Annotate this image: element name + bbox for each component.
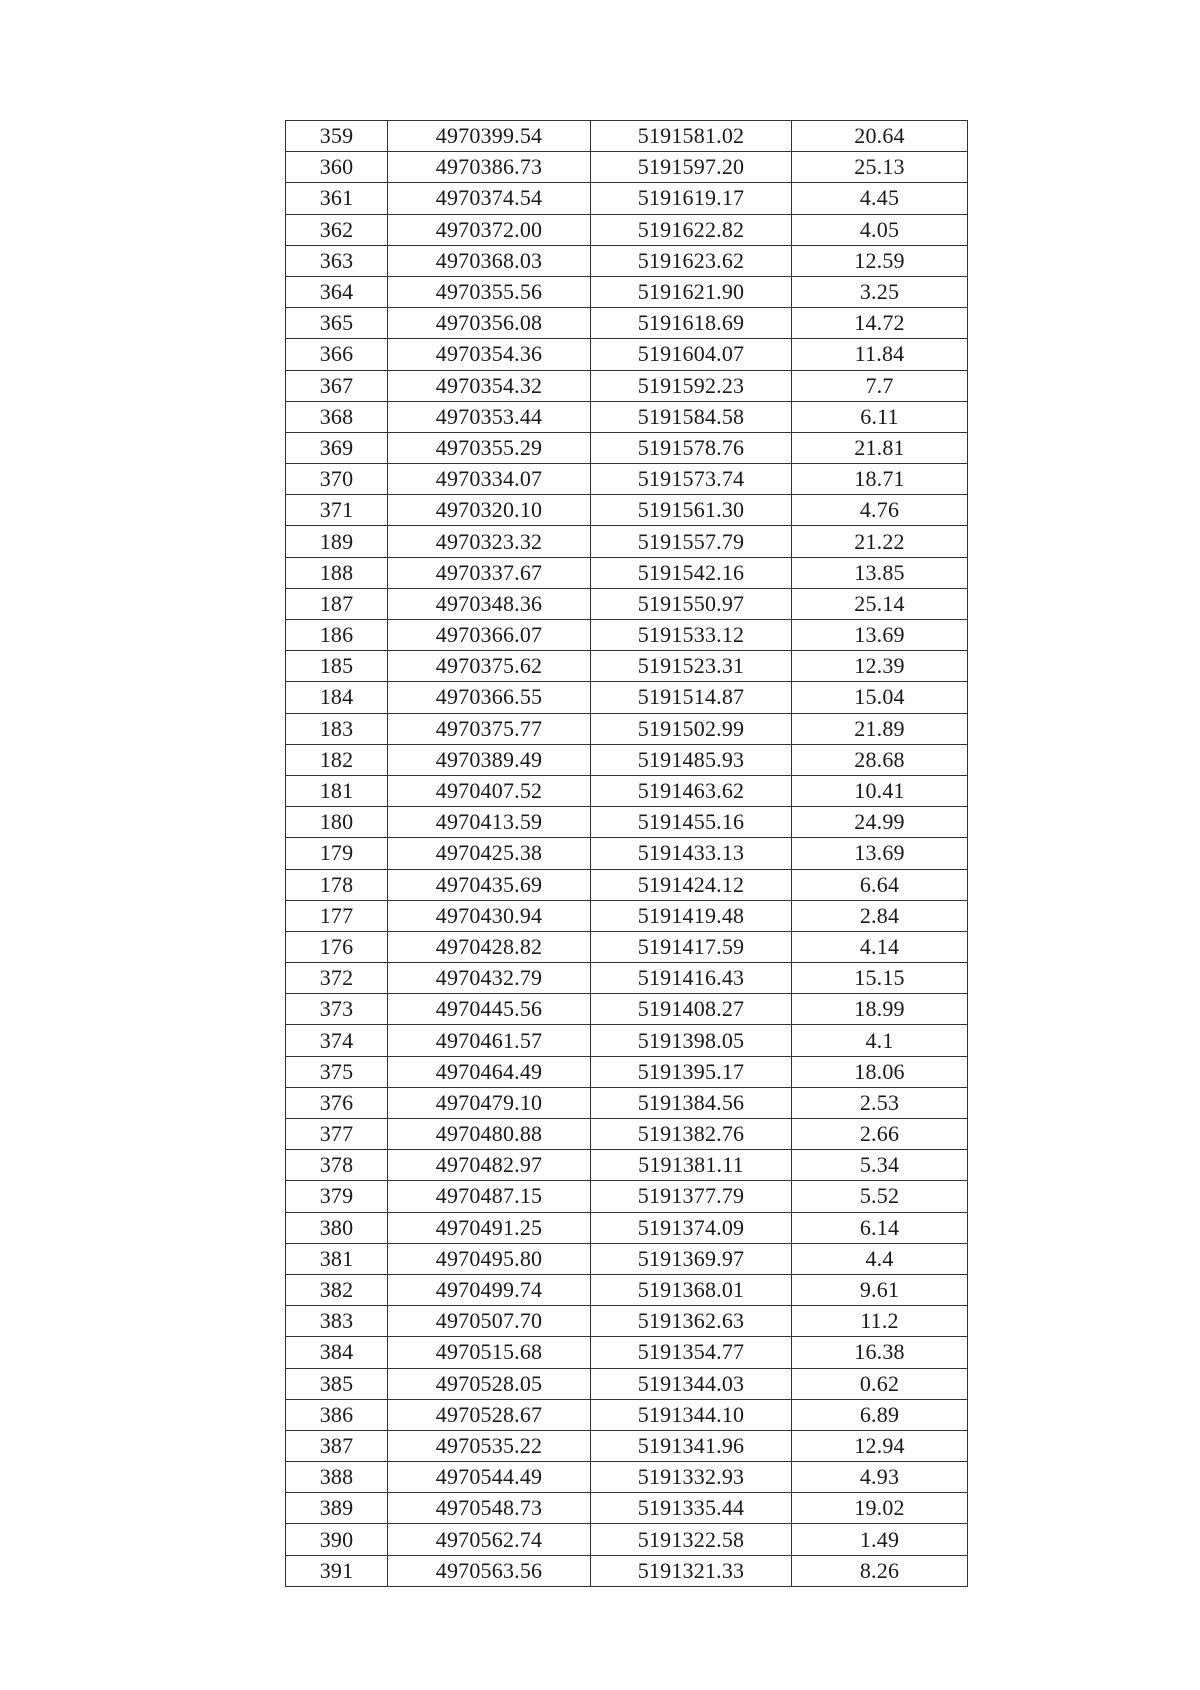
point-number-cell: 360	[286, 152, 388, 183]
point-number-cell: 188	[286, 557, 388, 588]
table-row	[286, 744, 968, 775]
table-row	[286, 588, 968, 619]
distance-cell: 21.89	[792, 713, 968, 744]
point-number-cell: 181	[286, 775, 388, 806]
x-coordinate-cell: 4970337.67	[388, 557, 591, 588]
distance-cell: 16.38	[792, 1337, 968, 1368]
distance-cell: 11.2	[792, 1306, 968, 1337]
table-row	[286, 1399, 968, 1430]
y-coordinate-cell: 5191362.63	[591, 1306, 792, 1337]
table-row	[286, 1555, 968, 1586]
x-coordinate-cell: 4970366.55	[388, 682, 591, 713]
point-number-cell: 359	[286, 121, 388, 152]
distance-cell: 9.61	[792, 1274, 968, 1305]
distance-cell: 8.26	[792, 1555, 968, 1586]
table-row	[286, 1306, 968, 1337]
table-row	[286, 432, 968, 463]
table-row	[286, 775, 968, 806]
table-row	[286, 1524, 968, 1555]
y-coordinate-cell: 5191533.12	[591, 620, 792, 651]
x-coordinate-cell: 4970354.36	[388, 339, 591, 370]
x-coordinate-cell: 4970479.10	[388, 1087, 591, 1118]
distance-cell: 6.11	[792, 401, 968, 432]
x-coordinate-cell: 4970430.94	[388, 900, 591, 931]
table-row	[286, 526, 968, 557]
y-coordinate-cell: 5191377.79	[591, 1181, 792, 1212]
point-number-cell: 189	[286, 526, 388, 557]
point-number-cell: 185	[286, 651, 388, 682]
distance-cell: 13.69	[792, 620, 968, 651]
distance-cell: 18.06	[792, 1056, 968, 1087]
point-number-cell: 179	[286, 838, 388, 869]
point-number-cell: 187	[286, 588, 388, 619]
point-number-cell: 384	[286, 1337, 388, 1368]
y-coordinate-cell: 5191618.69	[591, 308, 792, 339]
point-number-cell: 368	[286, 401, 388, 432]
table-row	[286, 1337, 968, 1368]
distance-cell: 15.15	[792, 963, 968, 994]
distance-cell: 12.59	[792, 245, 968, 276]
distance-cell: 4.14	[792, 931, 968, 962]
distance-cell: 12.39	[792, 651, 968, 682]
distance-cell: 21.22	[792, 526, 968, 557]
point-number-cell: 367	[286, 370, 388, 401]
point-number-cell: 184	[286, 682, 388, 713]
point-number-cell: 389	[286, 1493, 388, 1524]
point-number-cell: 369	[286, 432, 388, 463]
coordinates-table	[285, 120, 968, 1587]
table-row	[286, 308, 968, 339]
table-row	[286, 339, 968, 370]
table-row	[286, 682, 968, 713]
table-row	[286, 994, 968, 1025]
point-number-cell: 183	[286, 713, 388, 744]
table-row	[286, 651, 968, 682]
point-number-cell: 186	[286, 620, 388, 651]
point-number-cell: 381	[286, 1243, 388, 1274]
table-row	[286, 276, 968, 307]
table-row	[286, 931, 968, 962]
point-number-cell: 176	[286, 931, 388, 962]
point-number-cell: 371	[286, 495, 388, 526]
x-coordinate-cell: 4970386.73	[388, 152, 591, 183]
y-coordinate-cell: 5191561.30	[591, 495, 792, 526]
distance-cell: 19.02	[792, 1493, 968, 1524]
distance-cell: 3.25	[792, 276, 968, 307]
distance-cell: 21.81	[792, 432, 968, 463]
table-row	[286, 245, 968, 276]
distance-cell: 4.45	[792, 183, 968, 214]
table-row	[286, 214, 968, 245]
table-row	[286, 1274, 968, 1305]
table-row	[286, 464, 968, 495]
table-row	[286, 1430, 968, 1461]
distance-cell: 20.64	[792, 121, 968, 152]
point-number-cell: 376	[286, 1087, 388, 1118]
y-coordinate-cell: 5191335.44	[591, 1493, 792, 1524]
x-coordinate-cell: 4970480.88	[388, 1119, 591, 1150]
x-coordinate-cell: 4970528.05	[388, 1368, 591, 1399]
table-row	[286, 963, 968, 994]
table-row	[286, 1119, 968, 1150]
table-row	[286, 1212, 968, 1243]
distance-cell: 6.14	[792, 1212, 968, 1243]
distance-cell: 2.66	[792, 1119, 968, 1150]
y-coordinate-cell: 5191592.23	[591, 370, 792, 401]
point-number-cell: 380	[286, 1212, 388, 1243]
table-row	[286, 1462, 968, 1493]
point-number-cell: 362	[286, 214, 388, 245]
x-coordinate-cell: 4970432.79	[388, 963, 591, 994]
x-coordinate-cell: 4970374.54	[388, 183, 591, 214]
point-number-cell: 365	[286, 308, 388, 339]
point-number-cell: 364	[286, 276, 388, 307]
y-coordinate-cell: 5191321.33	[591, 1555, 792, 1586]
y-coordinate-cell: 5191398.05	[591, 1025, 792, 1056]
x-coordinate-cell: 4970413.59	[388, 807, 591, 838]
y-coordinate-cell: 5191542.16	[591, 557, 792, 588]
y-coordinate-cell: 5191578.76	[591, 432, 792, 463]
x-coordinate-cell: 4970535.22	[388, 1430, 591, 1461]
x-coordinate-cell: 4970355.56	[388, 276, 591, 307]
y-coordinate-cell: 5191416.43	[591, 963, 792, 994]
point-number-cell: 388	[286, 1462, 388, 1493]
distance-cell: 28.68	[792, 744, 968, 775]
x-coordinate-cell: 4970515.68	[388, 1337, 591, 1368]
x-coordinate-cell: 4970389.49	[388, 744, 591, 775]
x-coordinate-cell: 4970323.32	[388, 526, 591, 557]
point-number-cell: 361	[286, 183, 388, 214]
x-coordinate-cell: 4970366.07	[388, 620, 591, 651]
y-coordinate-cell: 5191344.03	[591, 1368, 792, 1399]
table-row	[286, 869, 968, 900]
distance-cell: 25.13	[792, 152, 968, 183]
x-coordinate-cell: 4970461.57	[388, 1025, 591, 1056]
y-coordinate-cell: 5191621.90	[591, 276, 792, 307]
point-number-cell: 177	[286, 900, 388, 931]
x-coordinate-cell: 4970528.67	[388, 1399, 591, 1430]
table-row	[286, 121, 968, 152]
y-coordinate-cell: 5191573.74	[591, 464, 792, 495]
y-coordinate-cell: 5191557.79	[591, 526, 792, 557]
x-coordinate-cell: 4970544.49	[388, 1462, 591, 1493]
distance-cell: 10.41	[792, 775, 968, 806]
y-coordinate-cell: 5191502.99	[591, 713, 792, 744]
x-coordinate-cell: 4970348.36	[388, 588, 591, 619]
table-row	[286, 1150, 968, 1181]
distance-cell: 24.99	[792, 807, 968, 838]
x-coordinate-cell: 4970548.73	[388, 1493, 591, 1524]
y-coordinate-cell: 5191344.10	[591, 1399, 792, 1430]
distance-cell: 4.4	[792, 1243, 968, 1274]
x-coordinate-cell: 4970355.29	[388, 432, 591, 463]
point-number-cell: 386	[286, 1399, 388, 1430]
point-number-cell: 387	[286, 1430, 388, 1461]
x-coordinate-cell: 4970499.74	[388, 1274, 591, 1305]
x-coordinate-cell: 4970428.82	[388, 931, 591, 962]
x-coordinate-cell: 4970487.15	[388, 1181, 591, 1212]
distance-cell: 5.34	[792, 1150, 968, 1181]
y-coordinate-cell: 5191382.76	[591, 1119, 792, 1150]
y-coordinate-cell: 5191354.77	[591, 1337, 792, 1368]
y-coordinate-cell: 5191381.11	[591, 1150, 792, 1181]
point-number-cell: 375	[286, 1056, 388, 1087]
y-coordinate-cell: 5191485.93	[591, 744, 792, 775]
distance-cell: 13.85	[792, 557, 968, 588]
distance-cell: 2.84	[792, 900, 968, 931]
point-number-cell: 390	[286, 1524, 388, 1555]
y-coordinate-cell: 5191623.62	[591, 245, 792, 276]
point-number-cell: 370	[286, 464, 388, 495]
point-number-cell: 385	[286, 1368, 388, 1399]
distance-cell: 25.14	[792, 588, 968, 619]
x-coordinate-cell: 4970562.74	[388, 1524, 591, 1555]
y-coordinate-cell: 5191322.58	[591, 1524, 792, 1555]
y-coordinate-cell: 5191523.31	[591, 651, 792, 682]
point-number-cell: 382	[286, 1274, 388, 1305]
table-row	[286, 900, 968, 931]
distance-cell: 6.89	[792, 1399, 968, 1430]
point-number-cell: 178	[286, 869, 388, 900]
x-coordinate-cell: 4970368.03	[388, 245, 591, 276]
table-row	[286, 495, 968, 526]
x-coordinate-cell: 4970375.77	[388, 713, 591, 744]
y-coordinate-cell: 5191604.07	[591, 339, 792, 370]
point-number-cell: 378	[286, 1150, 388, 1181]
y-coordinate-cell: 5191408.27	[591, 994, 792, 1025]
table-row	[286, 1181, 968, 1212]
point-number-cell: 180	[286, 807, 388, 838]
table-row	[286, 1025, 968, 1056]
distance-cell: 4.76	[792, 495, 968, 526]
y-coordinate-cell: 5191455.16	[591, 807, 792, 838]
x-coordinate-cell: 4970464.49	[388, 1056, 591, 1087]
point-number-cell: 383	[286, 1306, 388, 1337]
table-row	[286, 557, 968, 588]
y-coordinate-cell: 5191417.59	[591, 931, 792, 962]
distance-cell: 4.93	[792, 1462, 968, 1493]
x-coordinate-cell: 4970425.38	[388, 838, 591, 869]
distance-cell: 5.52	[792, 1181, 968, 1212]
table-row	[286, 370, 968, 401]
y-coordinate-cell: 5191374.09	[591, 1212, 792, 1243]
distance-cell: 11.84	[792, 339, 968, 370]
distance-cell: 7.7	[792, 370, 968, 401]
y-coordinate-cell: 5191463.62	[591, 775, 792, 806]
distance-cell: 13.69	[792, 838, 968, 869]
x-coordinate-cell: 4970563.56	[388, 1555, 591, 1586]
distance-cell: 4.05	[792, 214, 968, 245]
x-coordinate-cell: 4970334.07	[388, 464, 591, 495]
y-coordinate-cell: 5191332.93	[591, 1462, 792, 1493]
distance-cell: 4.1	[792, 1025, 968, 1056]
table-row	[286, 713, 968, 744]
y-coordinate-cell: 5191581.02	[591, 121, 792, 152]
point-number-cell: 391	[286, 1555, 388, 1586]
table-row	[286, 838, 968, 869]
table-row	[286, 620, 968, 651]
y-coordinate-cell: 5191419.48	[591, 900, 792, 931]
y-coordinate-cell: 5191550.97	[591, 588, 792, 619]
y-coordinate-cell: 5191619.17	[591, 183, 792, 214]
table-row	[286, 401, 968, 432]
y-coordinate-cell: 5191341.96	[591, 1430, 792, 1461]
y-coordinate-cell: 5191514.87	[591, 682, 792, 713]
x-coordinate-cell: 4970356.08	[388, 308, 591, 339]
distance-cell: 14.72	[792, 308, 968, 339]
x-coordinate-cell: 4970375.62	[388, 651, 591, 682]
point-number-cell: 373	[286, 994, 388, 1025]
y-coordinate-cell: 5191368.01	[591, 1274, 792, 1305]
distance-cell: 1.49	[792, 1524, 968, 1555]
x-coordinate-cell: 4970495.80	[388, 1243, 591, 1274]
distance-cell: 6.64	[792, 869, 968, 900]
y-coordinate-cell: 5191369.97	[591, 1243, 792, 1274]
point-number-cell: 363	[286, 245, 388, 276]
x-coordinate-cell: 4970399.54	[388, 121, 591, 152]
point-number-cell: 366	[286, 339, 388, 370]
x-coordinate-cell: 4970507.70	[388, 1306, 591, 1337]
x-coordinate-cell: 4970407.52	[388, 775, 591, 806]
table-row	[286, 1368, 968, 1399]
x-coordinate-cell: 4970435.69	[388, 869, 591, 900]
y-coordinate-cell: 5191584.58	[591, 401, 792, 432]
table-row	[286, 1493, 968, 1524]
x-coordinate-cell: 4970320.10	[388, 495, 591, 526]
x-coordinate-cell: 4970372.00	[388, 214, 591, 245]
distance-cell: 12.94	[792, 1430, 968, 1461]
distance-cell: 15.04	[792, 682, 968, 713]
table-row	[286, 152, 968, 183]
distance-cell: 2.53	[792, 1087, 968, 1118]
point-number-cell: 182	[286, 744, 388, 775]
point-number-cell: 377	[286, 1119, 388, 1150]
distance-cell: 18.71	[792, 464, 968, 495]
x-coordinate-cell: 4970445.56	[388, 994, 591, 1025]
point-number-cell: 379	[286, 1181, 388, 1212]
point-number-cell: 374	[286, 1025, 388, 1056]
distance-cell: 0.62	[792, 1368, 968, 1399]
x-coordinate-cell: 4970353.44	[388, 401, 591, 432]
y-coordinate-cell: 5191424.12	[591, 869, 792, 900]
y-coordinate-cell: 5191433.13	[591, 838, 792, 869]
y-coordinate-cell: 5191622.82	[591, 214, 792, 245]
point-number-cell: 372	[286, 963, 388, 994]
y-coordinate-cell: 5191384.56	[591, 1087, 792, 1118]
table-row	[286, 807, 968, 838]
distance-cell: 18.99	[792, 994, 968, 1025]
y-coordinate-cell: 5191395.17	[591, 1056, 792, 1087]
x-coordinate-cell: 4970482.97	[388, 1150, 591, 1181]
table-row	[286, 1087, 968, 1118]
x-coordinate-cell: 4970491.25	[388, 1212, 591, 1243]
table-row	[286, 183, 968, 214]
coordinates-table-body	[286, 121, 968, 1587]
x-coordinate-cell: 4970354.32	[388, 370, 591, 401]
table-row	[286, 1056, 968, 1087]
table-row	[286, 1243, 968, 1274]
y-coordinate-cell: 5191597.20	[591, 152, 792, 183]
